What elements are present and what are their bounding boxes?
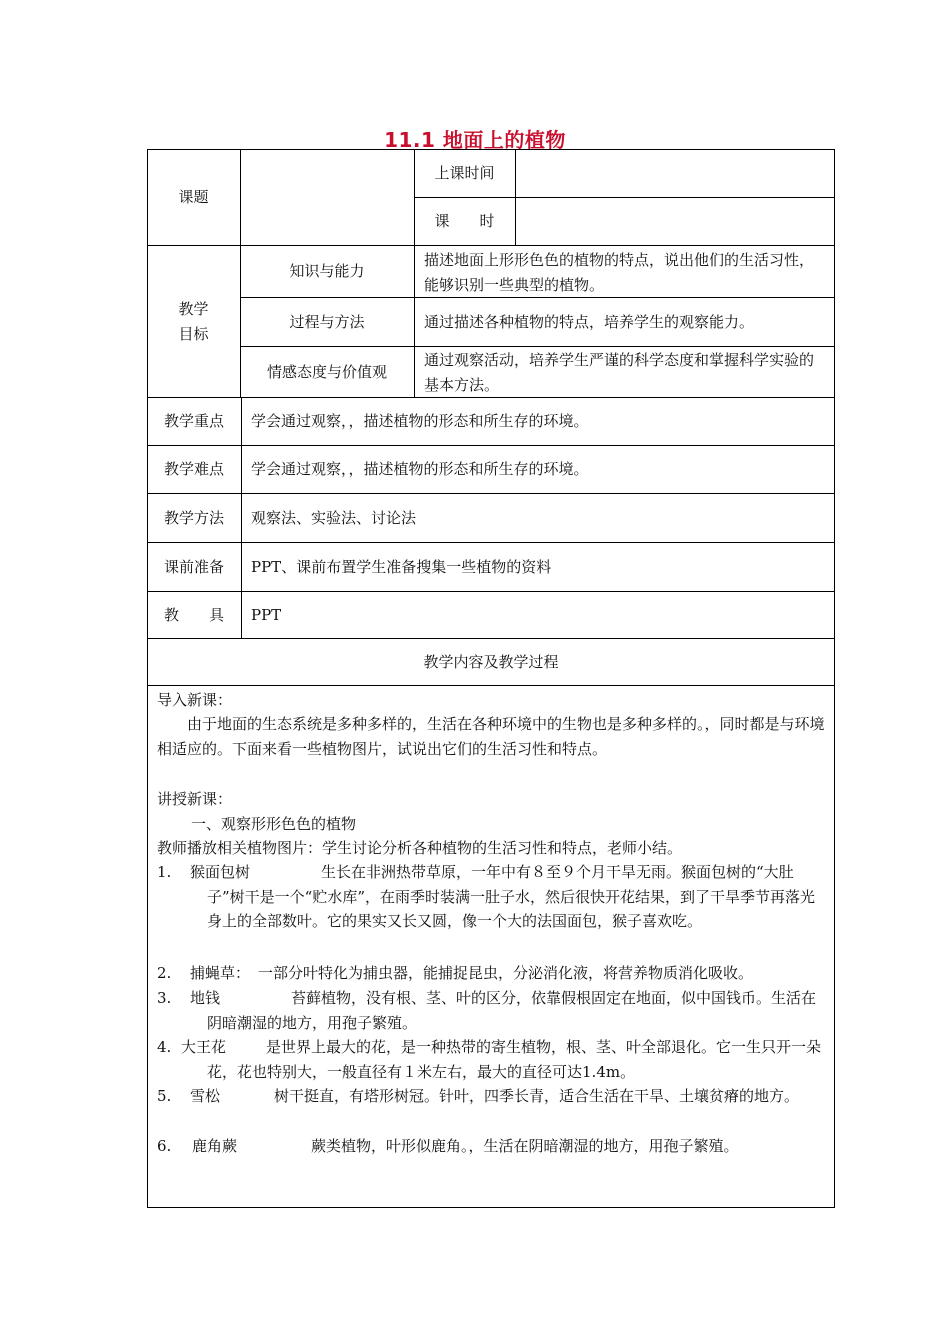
plant-description: 一部分叶特化为捕虫器，能捕捉昆虫，分泌消化液，将营养物质消化吸收。 <box>258 964 754 982</box>
item-number: 4. <box>157 1038 172 1056</box>
item-number: 6. <box>157 1137 172 1155</box>
process-text: 通过描述各种植物的特点，培养学生的观察能力。 <box>424 312 755 331</box>
class-time-label: 上课时间 <box>434 164 495 182</box>
key-points-label: 教学重点 <box>163 412 224 430</box>
plant-description: 生长在非洲热带草原，一年中有８至９个月干旱无雨。猴面包树的“大肚子”树干是一个“贮水库”，在雨季时装满一肚子水，然后很快开花结果，到了干旱季节再落光身上的全部数叶。它的果实又长又圆，像一个大的法国面包，猴子喜欢吃。 <box>207 863 816 930</box>
plant-name: 大王花 <box>181 1038 227 1056</box>
preparation-text: PPT、课前布置学生准备搜集一些植物的资料 <box>251 557 552 576</box>
emotion-label: 情感态度与价值观 <box>266 362 387 381</box>
plant-name: 地钱 <box>190 989 221 1007</box>
plant-name: 雪松 <box>190 1087 221 1105</box>
method-label: 教学方法 <box>163 508 224 527</box>
difficulty-label: 教学难点 <box>163 460 224 478</box>
row-divider <box>147 685 835 686</box>
tools-label: 教 具 <box>163 605 224 624</box>
plant-description: 苔藓植物，没有根、茎、叶的区分，依靠假根固定在地面，似中国钱币。生活在阴暗潮湿的地方，用孢子繁殖。 <box>207 989 817 1032</box>
emotion-text: 通过观察活动，培养学生严谨的科学态度和掌握科学实验的基本方法。 <box>424 351 815 394</box>
item-number: 2. <box>157 964 172 982</box>
knowledge-label: 知识与能力 <box>289 262 365 280</box>
tools-text: PPT <box>251 605 282 624</box>
key-points-text: 学会通过观察，，描述植物的形态和所生存的环境。 <box>251 412 589 430</box>
plant-name: 鹿角蕨 <box>192 1137 238 1155</box>
plant-description: 是世界上最大的花，是一种热带的寄生植物，根、茎、叶全部退化。它一生只开一朵花，花也特别大，一般直径有１米左右，最大的直径可达1.4m。 <box>207 1038 822 1081</box>
plant-description: 树干挺直，有塔形树冠。针叶，四季长青，适合生活在干旱、土壤贫瘠的地方。 <box>274 1087 800 1105</box>
process-label: 过程与方法 <box>289 312 365 331</box>
goals-label-line1: 教学 <box>178 300 209 318</box>
item-number: 1. <box>157 863 172 881</box>
content-header: 教学内容及教学过程 <box>423 652 559 671</box>
column-divider <box>241 397 242 639</box>
section-heading: 一、观察形形色色的植物 <box>191 815 357 833</box>
plant-name: 捕蝇草： <box>190 964 251 982</box>
intro-paragraph: 由于地面的生态系统是多种多样的，生活在各种环境中的生物也是多种多样的。，同时都是与环境相适应的。下面来看一些植物图片，试说出它们的生活习性和特点。 <box>157 715 825 758</box>
item-number: 5. <box>157 1087 172 1105</box>
new-lesson-heading: 讲授新课： <box>157 790 233 808</box>
goals-label-line2: 目标 <box>178 325 209 343</box>
plant-name: 猴面包树 <box>190 863 251 881</box>
knowledge-text: 描述地面上形形色色的植物的特点，说出他们的生活习性，能够识别一些典型的植物。 <box>424 251 815 294</box>
teacher-instruction: 教师播放相关植物图片：学生讨论分析各种植物的生活习性和特点，老师小结。 <box>157 839 683 857</box>
column-divider <box>515 149 516 246</box>
item-number: 3. <box>157 989 172 1007</box>
plant-description: 蕨类植物，叶形似鹿角。，生活在阴暗潮湿的地方，用孢子繁殖。 <box>311 1137 739 1155</box>
class-hours-label: 课 时 <box>434 212 495 230</box>
method-text: 观察法、实验法、讨论法 <box>251 508 417 527</box>
page-title: 11.1 地面上的植物 <box>384 128 566 152</box>
difficulty-text: 学会通过观察，，描述植物的形态和所生存的环境。 <box>251 460 589 478</box>
topic-label: 课题 <box>178 188 209 206</box>
intro-heading: 导入新课： <box>157 691 233 709</box>
preparation-label: 课前准备 <box>163 557 224 576</box>
